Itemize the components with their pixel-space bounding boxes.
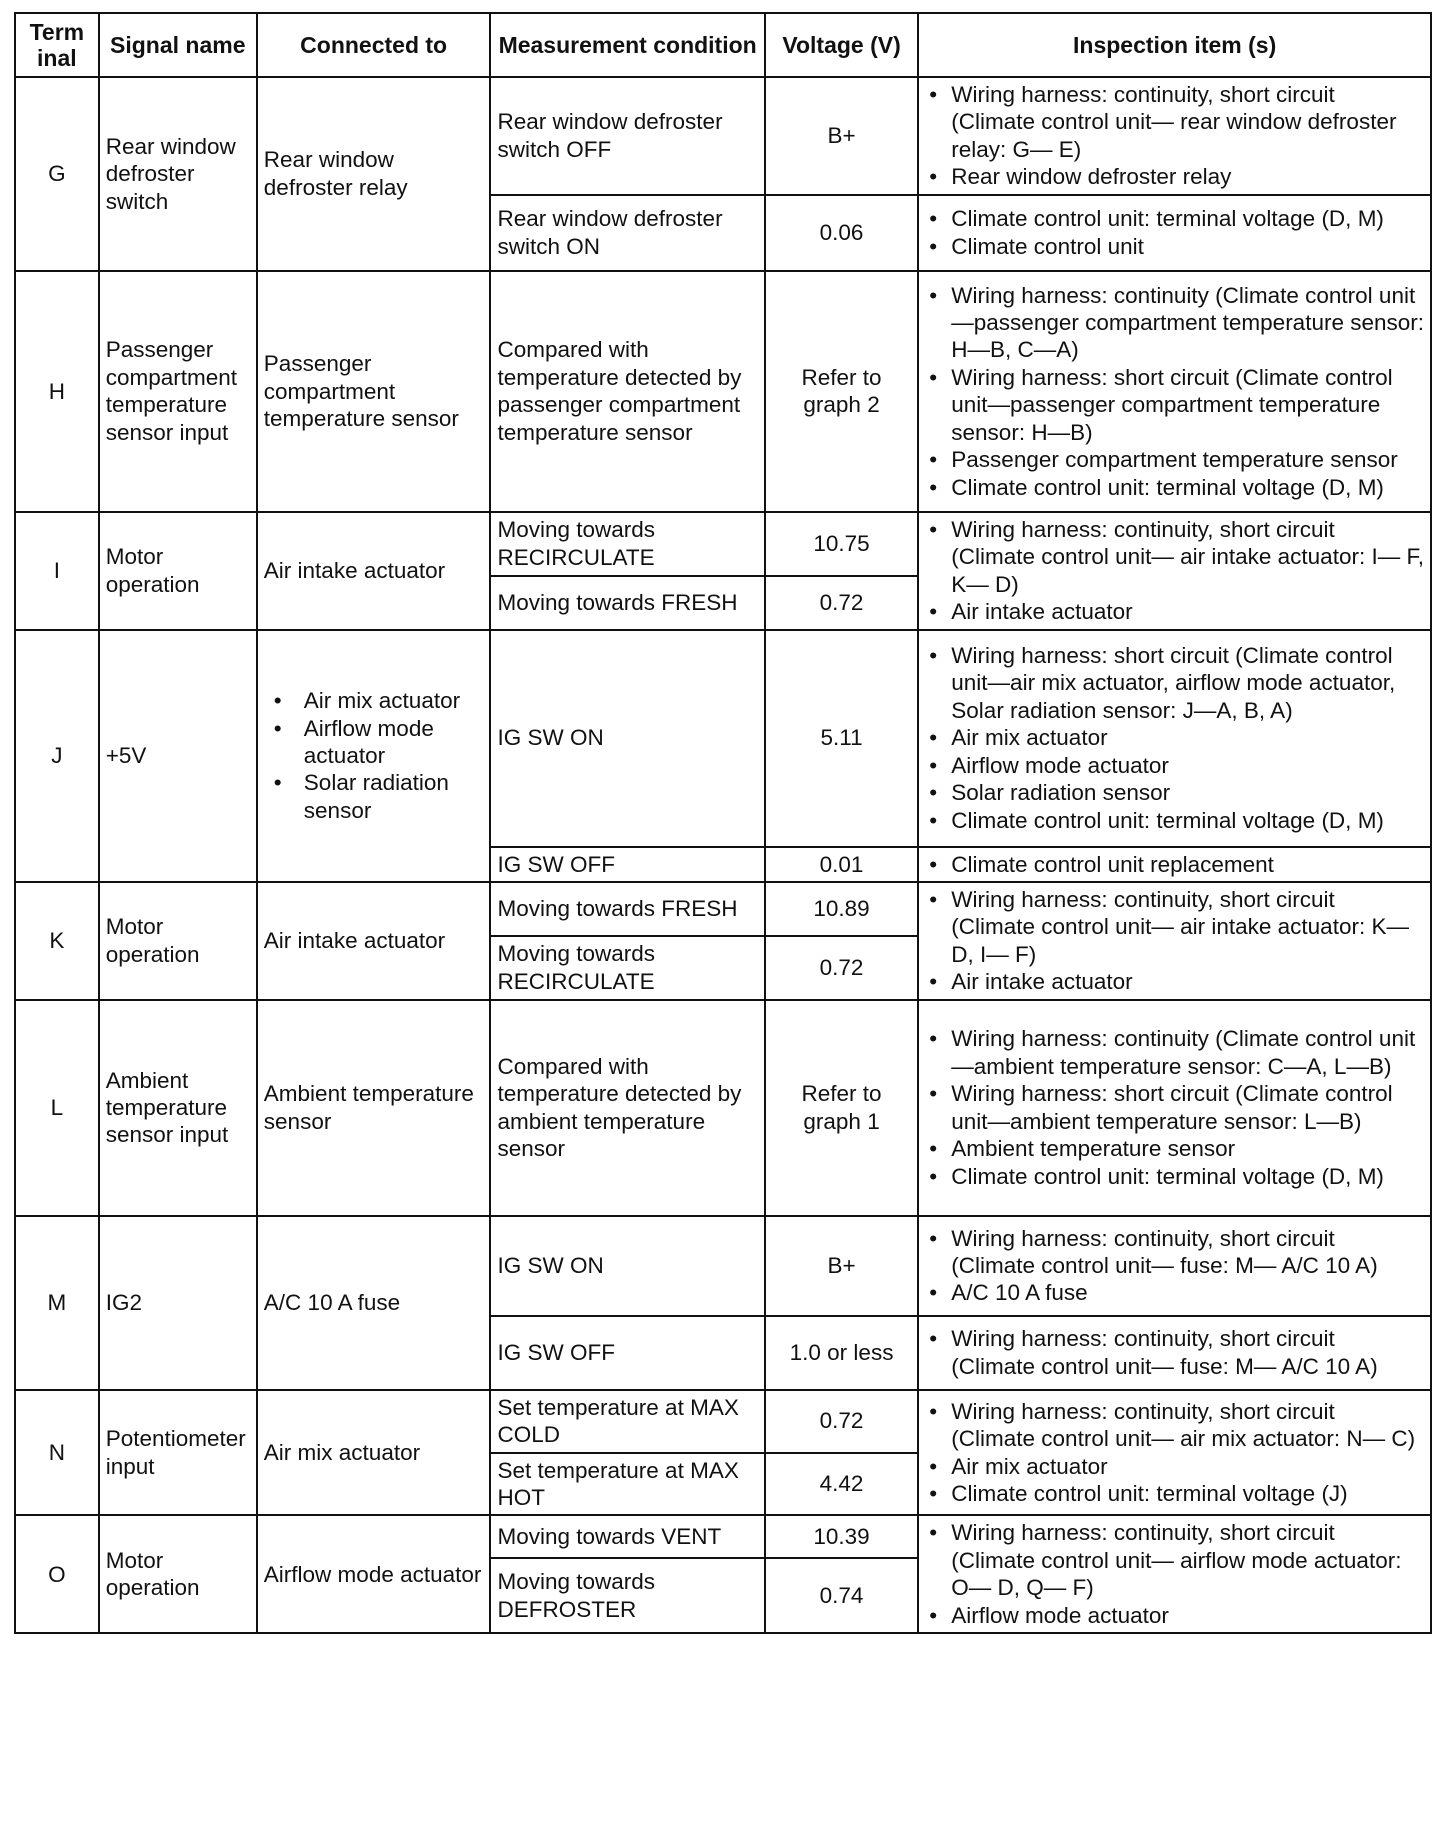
- inspection-cell: [918, 77, 1431, 195]
- voltage-cell: 0.74: [765, 1558, 918, 1633]
- inspection-cell: [918, 847, 1431, 882]
- terminal-cell: J: [15, 630, 99, 882]
- inspection-item: • Wiring harness: continuity, short circuit (Climate control unit— airflow mode actuator: O— D, Q— F): [951, 1519, 1424, 1601]
- signal-name-cell: +5V: [99, 630, 257, 882]
- table-row: [15, 630, 1431, 847]
- terminal-cell: H: [15, 271, 99, 512]
- inspection-item: • Climate control unit: terminal voltage (D, M): [951, 1163, 1424, 1190]
- connected-to-cell: A/C 10 A fuse: [257, 1216, 491, 1390]
- connected-item: • Airflow mode actuator: [304, 715, 484, 770]
- inspection-item: • Wiring harness: continuity (Climate control unit—passenger compartment temperature sensor: H—B, C—A): [951, 282, 1424, 364]
- terminal-cell: L: [15, 1000, 99, 1216]
- inspection-item: • Wiring harness: continuity, short circuit (Climate control unit— rear window defroster relay: G— E): [951, 81, 1424, 163]
- voltage-cell: 0.06: [765, 195, 918, 271]
- inspection-item: • Climate control unit: terminal voltage (D, M): [951, 807, 1424, 834]
- inspection-item: • A/C 10 A fuse: [951, 1279, 1424, 1306]
- inspection-item: • Airflow mode actuator: [951, 1602, 1424, 1629]
- inspection-item: • Air intake actuator: [951, 968, 1424, 995]
- signal-name-cell: Potentiometer input: [99, 1390, 257, 1516]
- inspection-cell: [918, 195, 1431, 271]
- inspection-cell: [918, 1216, 1431, 1316]
- header-measurement-condition: Measurement condition: [490, 13, 764, 77]
- signal-name-cell: Motor operation: [99, 1515, 257, 1633]
- voltage-cell: Refer to graph 2: [765, 271, 918, 512]
- condition-cell: IG SW OFF: [490, 847, 764, 882]
- header-voltage: Voltage (V): [765, 13, 918, 77]
- inspection-cell: [918, 1515, 1431, 1633]
- condition-cell: Set temperature at MAX HOT: [490, 1453, 764, 1516]
- terminal-cell: N: [15, 1390, 99, 1516]
- inspection-item: • Wiring harness: continuity (Climate control unit—ambient temperature sensor: C—A, L—B): [951, 1025, 1424, 1080]
- connected-to-cell: [257, 630, 491, 882]
- inspection-item: • Air intake actuator: [951, 598, 1424, 625]
- signal-name-cell: Passenger compartment temperature sensor input: [99, 271, 257, 512]
- inspection-item: • Solar radiation sensor: [951, 779, 1424, 806]
- terminal-cell: I: [15, 512, 99, 630]
- inspection-item: • Airflow mode actuator: [951, 752, 1424, 779]
- inspection-item: • Climate control unit: [951, 233, 1424, 260]
- condition-cell: Moving towards DEFROSTER: [490, 1558, 764, 1633]
- table-row: [15, 882, 1431, 936]
- inspection-item: • Air mix actuator: [951, 1453, 1424, 1480]
- signal-name-cell: Rear window defroster switch: [99, 77, 257, 271]
- inspection-cell: [918, 271, 1431, 512]
- inspection-item: • Wiring harness: continuity, short circuit (Climate control unit— air intake actuator: K— D, I— F): [951, 886, 1424, 968]
- table-row: [15, 512, 1431, 576]
- inspection-cell: [918, 882, 1431, 1000]
- inspection-item: • Ambient temperature sensor: [951, 1135, 1424, 1162]
- voltage-cell: 10.39: [765, 1515, 918, 1557]
- header-inspection-items: Inspection item (s): [918, 13, 1431, 77]
- signal-name-cell: Motor operation: [99, 882, 257, 1000]
- inspection-item: • Wiring harness: continuity, short circuit (Climate control unit— air intake actuator: I— F, K— D): [951, 516, 1424, 598]
- connected-to-cell: Passenger compartment temperature sensor: [257, 271, 491, 512]
- table-row: [15, 1390, 1431, 1453]
- terminal-cell: O: [15, 1515, 99, 1633]
- inspection-cell: [918, 1390, 1431, 1516]
- inspection-item: • Climate control unit: terminal voltage (D, M): [951, 205, 1424, 232]
- inspection-item: • Climate control unit: terminal voltage (D, M): [951, 474, 1424, 501]
- connected-to-cell: Airflow mode actuator: [257, 1515, 491, 1633]
- condition-cell: Rear window defroster switch OFF: [490, 77, 764, 195]
- voltage-cell: 1.0 or less: [765, 1316, 918, 1390]
- connected-item: • Solar radiation sensor: [304, 769, 484, 824]
- terminal-cell: M: [15, 1216, 99, 1390]
- condition-cell: Set temperature at MAX COLD: [490, 1390, 764, 1453]
- voltage-cell: 0.72: [765, 936, 918, 1000]
- inspection-item: • Wiring harness: short circuit (Climate control unit—ambient temperature sensor: L—B): [951, 1080, 1424, 1135]
- condition-cell: Moving towards VENT: [490, 1515, 764, 1557]
- voltage-cell: B+: [765, 1216, 918, 1316]
- connected-to-cell: Ambient temperature sensor: [257, 1000, 491, 1216]
- terminal-cell: G: [15, 77, 99, 271]
- inspection-item: • Wiring harness: continuity, short circuit (Climate control unit— fuse: M— A/C 10 A): [951, 1325, 1424, 1380]
- table-row: [15, 1216, 1431, 1316]
- inspection-item: • Wiring harness: continuity, short circuit (Climate control unit— air mix actuator: N— C): [951, 1398, 1424, 1453]
- connected-item: • Air mix actuator: [304, 687, 484, 714]
- condition-cell: IG SW ON: [490, 630, 764, 847]
- condition-cell: IG SW OFF: [490, 1316, 764, 1390]
- connected-to-cell: Rear window defroster relay: [257, 77, 491, 271]
- condition-cell: Compared with temperature detected by passenger compartment temperature sensor: [490, 271, 764, 512]
- signal-name-cell: Motor operation: [99, 512, 257, 630]
- condition-cell: Moving towards RECIRCULATE: [490, 936, 764, 1000]
- connected-to-cell: Air intake actuator: [257, 512, 491, 630]
- inspection-item: • Climate control unit replacement: [951, 851, 1424, 878]
- header-signal-name: Signal name: [99, 13, 257, 77]
- inspection-cell: [918, 512, 1431, 630]
- inspection-table: [14, 12, 1432, 1634]
- header-terminal: Term inal: [15, 13, 99, 77]
- condition-cell: Compared with temperature detected by ambient temperature sensor: [490, 1000, 764, 1216]
- table-row: [15, 1000, 1431, 1216]
- inspection-item: • Wiring harness: short circuit (Climate control unit—passenger compartment temperature sensor: H—B): [951, 364, 1424, 446]
- voltage-cell: Refer to graph 1: [765, 1000, 918, 1216]
- inspection-item: • Wiring harness: continuity, short circuit (Climate control unit— fuse: M— A/C 10 A): [951, 1225, 1424, 1280]
- table-row: [15, 271, 1431, 512]
- inspection-item: • Wiring harness: short circuit (Climate control unit—air mix actuator, airflow mode actuator, Solar radiation sensor: J—A, B, A): [951, 642, 1424, 724]
- voltage-cell: B+: [765, 77, 918, 195]
- table-row: [15, 77, 1431, 195]
- signal-name-cell: IG2: [99, 1216, 257, 1390]
- condition-cell: Moving towards FRESH: [490, 576, 764, 630]
- voltage-cell: 0.72: [765, 576, 918, 630]
- connected-to-cell: Air mix actuator: [257, 1390, 491, 1516]
- inspection-item: • Air mix actuator: [951, 724, 1424, 751]
- inspection-item: • Rear window defroster relay: [951, 163, 1424, 190]
- terminal-cell: K: [15, 882, 99, 1000]
- inspection-item: • Climate control unit: terminal voltage (J): [951, 1480, 1424, 1507]
- signal-name-cell: Ambient temperature sensor input: [99, 1000, 257, 1216]
- inspection-item: • Passenger compartment temperature sensor: [951, 446, 1424, 473]
- condition-cell: Moving towards RECIRCULATE: [490, 512, 764, 576]
- voltage-cell: 0.01: [765, 847, 918, 882]
- table-row: [15, 1515, 1431, 1557]
- condition-cell: Rear window defroster switch ON: [490, 195, 764, 271]
- inspection-cell: [918, 630, 1431, 847]
- voltage-cell: 0.72: [765, 1390, 918, 1453]
- connected-to-cell: Air intake actuator: [257, 882, 491, 1000]
- header-connected-to: Connected to: [257, 13, 491, 77]
- inspection-cell: [918, 1000, 1431, 1216]
- header-row: [15, 13, 1431, 77]
- voltage-cell: 5.11: [765, 630, 918, 847]
- voltage-cell: 4.42: [765, 1453, 918, 1516]
- condition-cell: IG SW ON: [490, 1216, 764, 1316]
- voltage-cell: 10.75: [765, 512, 918, 576]
- voltage-cell: 10.89: [765, 882, 918, 936]
- inspection-cell: [918, 1316, 1431, 1390]
- condition-cell: Moving towards FRESH: [490, 882, 764, 936]
